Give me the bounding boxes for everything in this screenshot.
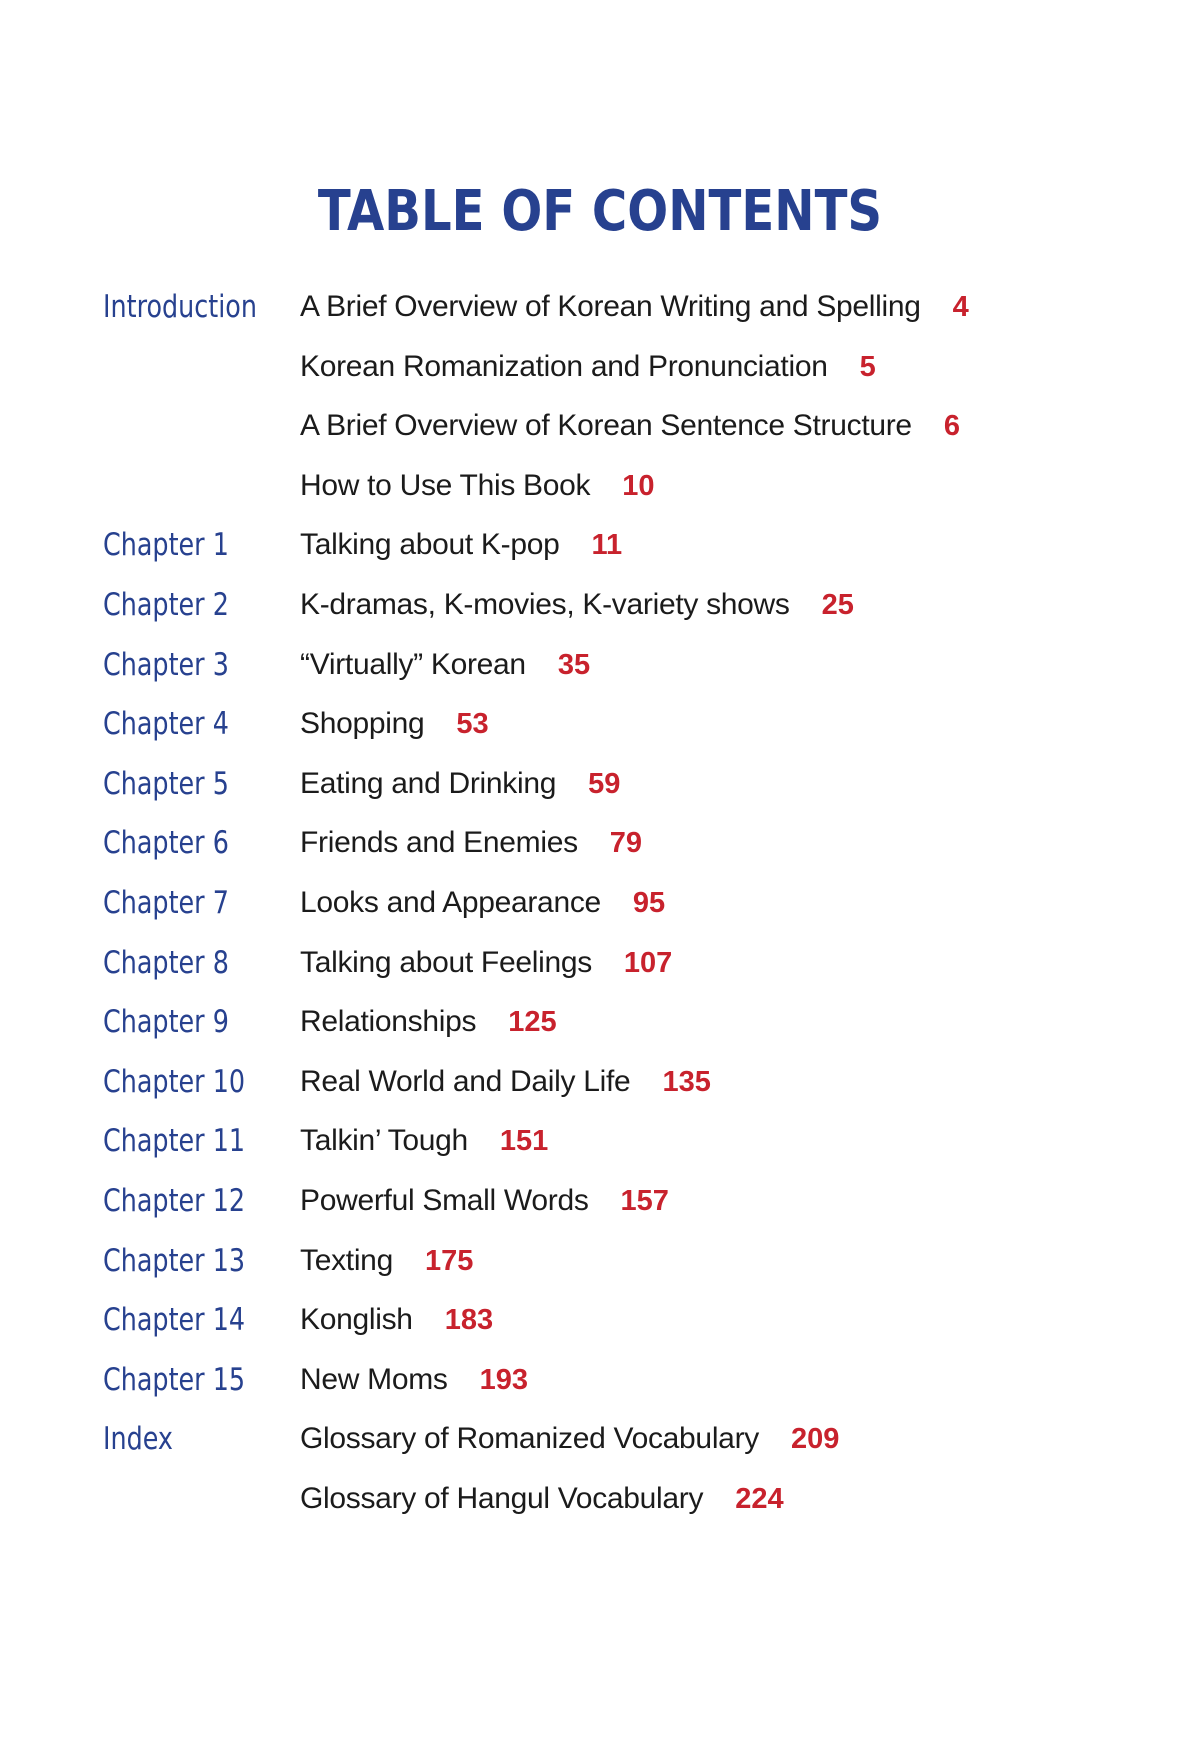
section-label: Index (103, 1421, 173, 1458)
toc-row (0, 812, 1200, 872)
toc-entry[interactable] (300, 348, 876, 391)
toc-entry[interactable] (300, 288, 969, 331)
toc-row (0, 395, 1200, 455)
page-number: 59 (588, 767, 621, 800)
page-number: 209 (790, 1423, 840, 1456)
toc-entry[interactable] (300, 1182, 669, 1225)
page-number: 107 (623, 946, 673, 979)
toc-row (0, 1110, 1200, 1170)
toc-row (0, 753, 1200, 813)
toc-entry[interactable] (300, 1063, 711, 1106)
page-number: 95 (632, 886, 666, 919)
entry-title: A Brief Overview of Korean Writing and Spelling (300, 290, 921, 323)
section-label: Chapter 6 (103, 825, 229, 862)
page-number: 25 (821, 588, 854, 621)
section-label: Chapter 13 (103, 1242, 246, 1279)
toc-row (0, 574, 1200, 634)
toc-row (0, 1468, 1200, 1528)
toc-entry[interactable] (300, 1003, 557, 1046)
page-number: 79 (609, 827, 643, 860)
entry-title: New Moms (300, 1362, 448, 1396)
toc-row (0, 1349, 1200, 1409)
section-label: Chapter 3 (103, 646, 229, 683)
page-number: 35 (557, 648, 591, 681)
page-number: 6 (943, 410, 960, 443)
toc-entry[interactable] (300, 407, 960, 450)
page-number: 10 (622, 469, 655, 502)
entry-title: Texting (300, 1243, 393, 1277)
page-title: TABLE OF CONTENTS (317, 179, 883, 244)
toc-entry[interactable] (300, 1420, 839, 1463)
section-label: Chapter 5 (103, 765, 229, 802)
entry-title: A Brief Overview of Korean Sentence Structure (300, 409, 912, 443)
section-label: Chapter 12 (103, 1182, 246, 1219)
section-label: Chapter 9 (103, 1004, 229, 1041)
toc-entry[interactable] (300, 1242, 473, 1285)
entry-title: Relationships (300, 1005, 477, 1039)
page-number: 157 (620, 1184, 669, 1217)
section-label: Chapter 8 (103, 944, 229, 981)
toc-entry[interactable] (300, 467, 655, 510)
toc-entry[interactable] (300, 884, 665, 927)
toc-row (0, 336, 1200, 396)
page-number: 5 (859, 350, 876, 383)
entry-title: Friends and Enemies (300, 826, 578, 860)
toc-entry[interactable] (300, 765, 620, 808)
page-number: 175 (424, 1244, 474, 1277)
entry-title: Talkin’ Tough (300, 1124, 468, 1158)
entry-title: Real World and Daily Life (300, 1064, 631, 1098)
toc-row (0, 455, 1200, 515)
toc-row (0, 514, 1200, 574)
toc-entry[interactable] (300, 586, 854, 629)
toc-entry[interactable] (300, 1301, 493, 1344)
toc-row (0, 634, 1200, 694)
toc-row (0, 872, 1200, 932)
toc-row (0, 276, 1200, 336)
page-number: 135 (662, 1065, 711, 1098)
toc-row (0, 1289, 1200, 1349)
section-label: Chapter 4 (103, 706, 229, 743)
section-label: Introduction (103, 289, 257, 325)
section-label: Chapter 2 (103, 586, 229, 623)
entry-title: “Virtually” Korean (300, 647, 526, 681)
toc-entry[interactable] (300, 526, 622, 569)
page-number: 11 (591, 529, 623, 562)
page-number: 193 (479, 1363, 529, 1396)
section-label: Chapter 11 (103, 1123, 246, 1160)
toc-row (0, 1051, 1200, 1111)
toc-list (0, 276, 1200, 1527)
page-number: 53 (456, 708, 489, 741)
entry-title: Talking about K-pop (300, 528, 560, 562)
entry-title: How to Use This Book (300, 468, 591, 502)
toc-entry[interactable] (300, 824, 642, 867)
entry-title: Glossary of Romanized Vocabulary (300, 1422, 759, 1456)
page-number: 224 (735, 1482, 784, 1515)
entry-title: Glossary of Hangul Vocabulary (300, 1481, 704, 1515)
section-label: Chapter 10 (103, 1063, 246, 1100)
section-label: Chapter 7 (103, 884, 229, 921)
page-number: 4 (952, 291, 969, 323)
toc-entry[interactable] (300, 1122, 548, 1165)
entry-title: Shopping (300, 707, 425, 741)
section-label: Chapter 1 (103, 527, 229, 564)
entry-title: Looks and Appearance (300, 885, 601, 919)
toc-row (0, 991, 1200, 1051)
toc-entry[interactable] (300, 705, 489, 748)
toc-entry[interactable] (300, 646, 590, 689)
entry-title: Korean Romanization and Pronunciation (300, 349, 828, 383)
toc-row (0, 693, 1200, 753)
toc-row (0, 1408, 1200, 1468)
toc-entry[interactable] (300, 1480, 784, 1523)
toc-entry[interactable] (300, 944, 672, 987)
page-number: 151 (499, 1125, 549, 1158)
section-label: Chapter 14 (103, 1302, 246, 1339)
page-number: 183 (444, 1304, 494, 1337)
page-number: 125 (508, 1006, 557, 1039)
entry-title: Talking about Feelings (300, 945, 592, 979)
entry-title: Konglish (300, 1303, 413, 1337)
toc-row (0, 1170, 1200, 1230)
entry-title: Powerful Small Words (300, 1183, 589, 1217)
entry-title: Eating and Drinking (300, 766, 557, 800)
toc-entry[interactable] (300, 1361, 528, 1404)
entry-title: K-dramas, K-movies, K-variety shows (300, 587, 790, 621)
toc-row (0, 1230, 1200, 1290)
toc-row (0, 932, 1200, 992)
section-label: Chapter 15 (103, 1361, 246, 1398)
